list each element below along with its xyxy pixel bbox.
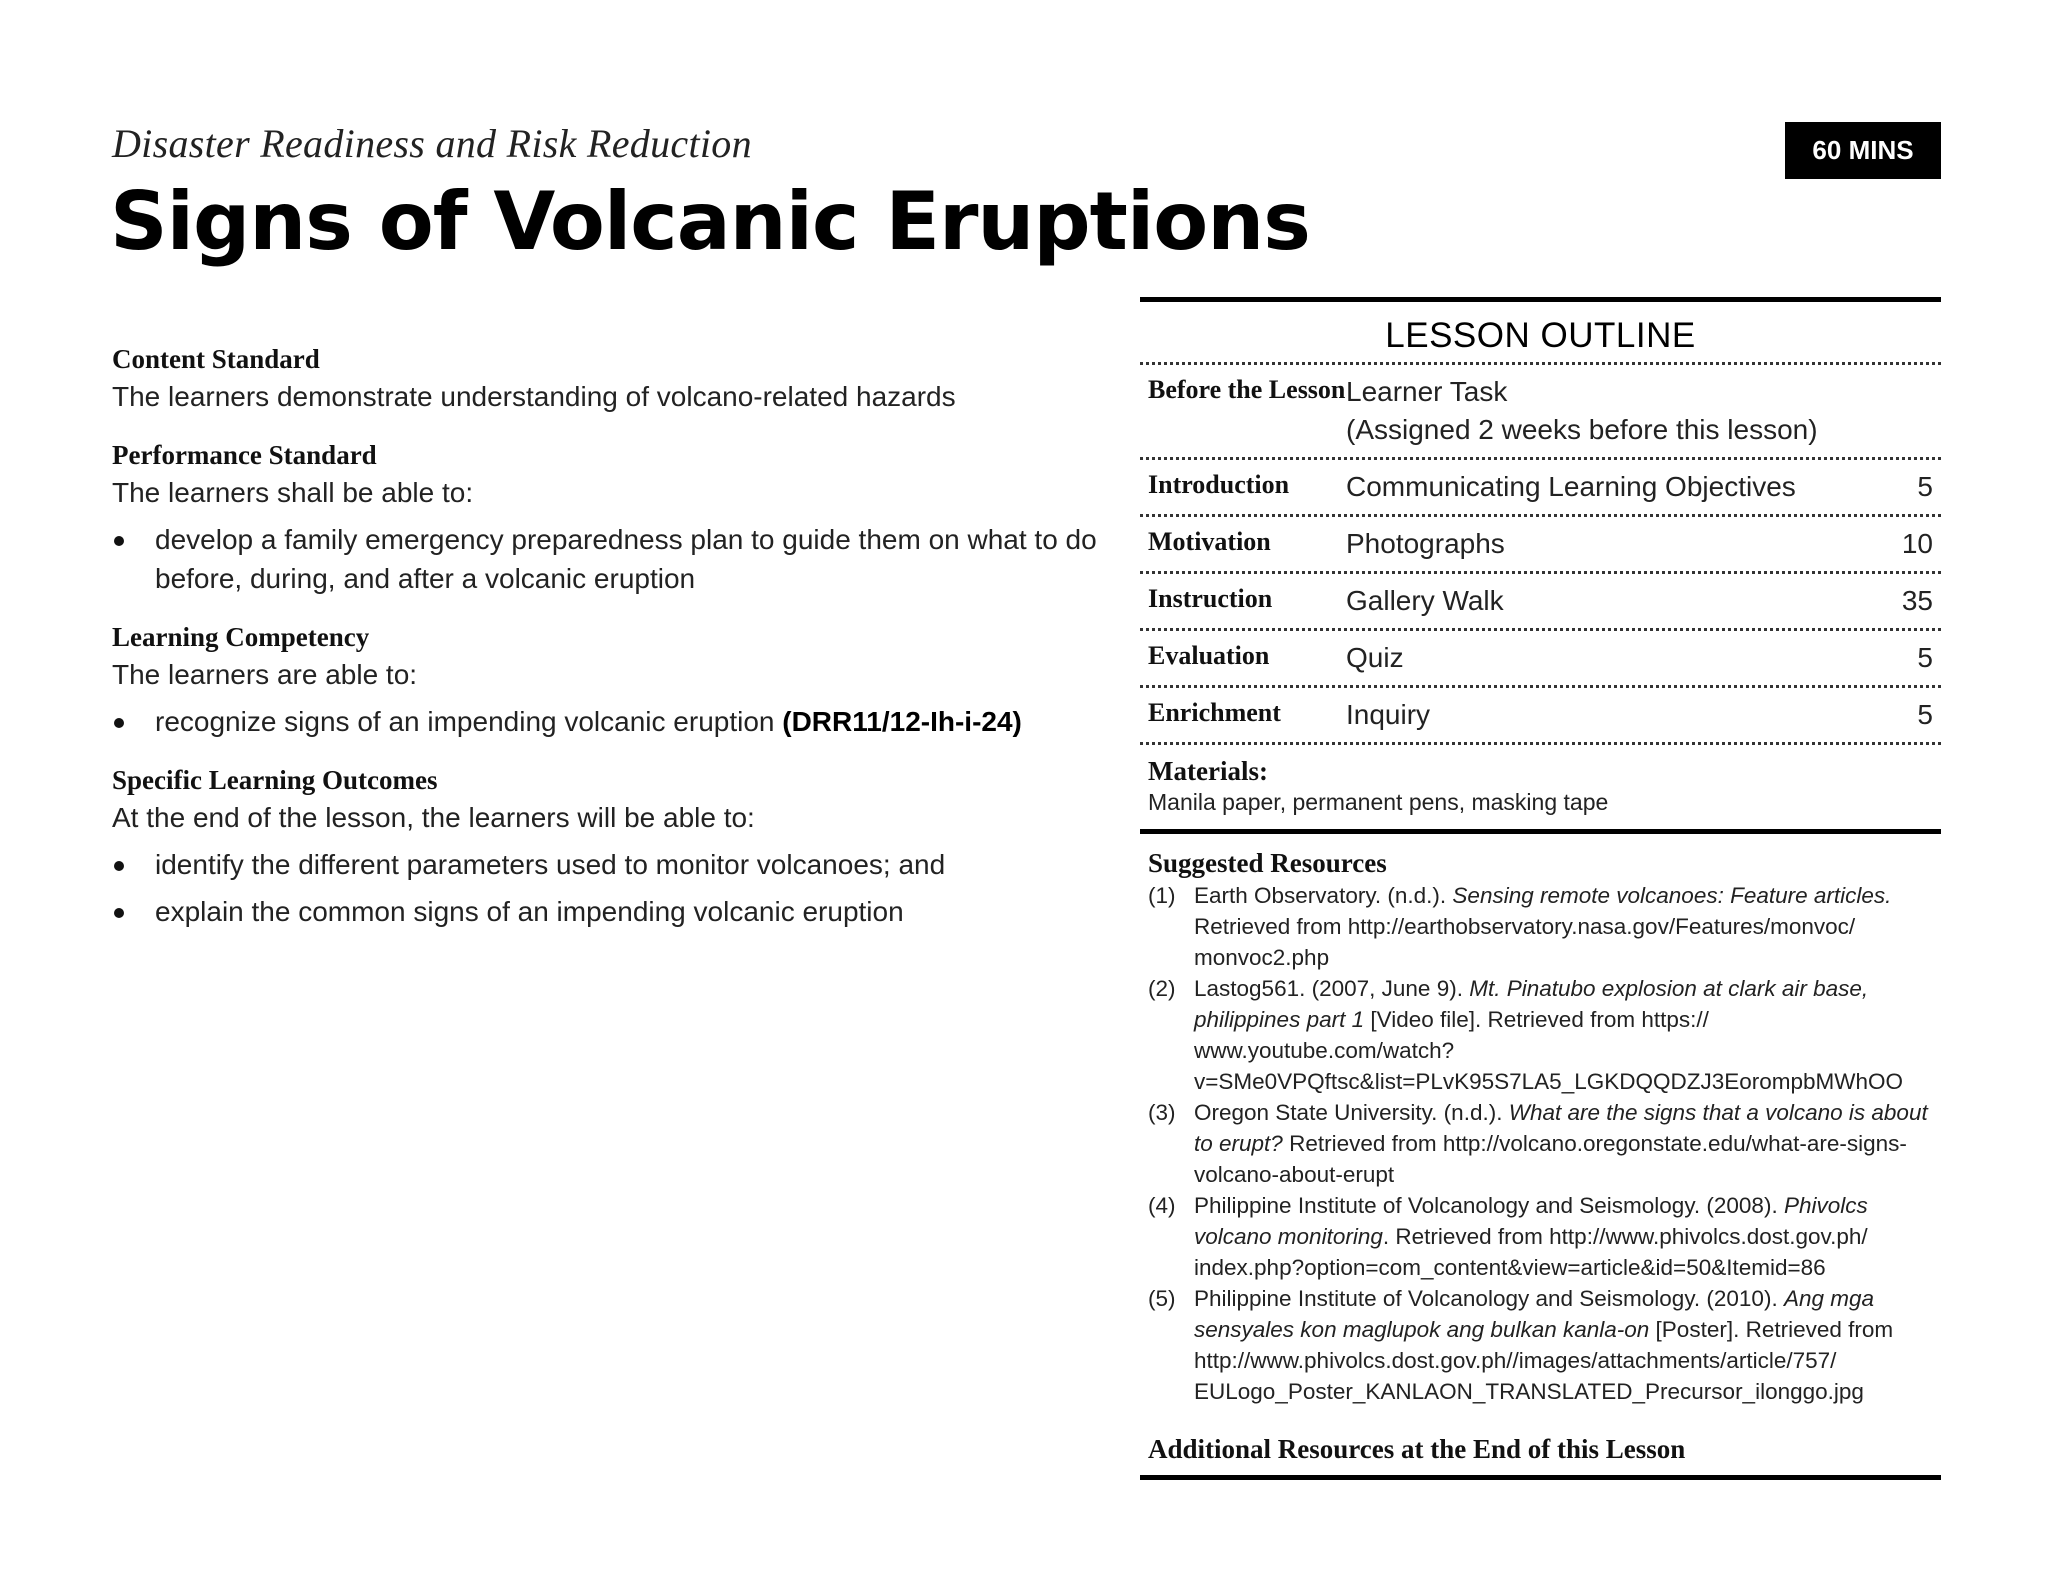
outline-row: [1140, 688, 1941, 742]
outline-activity: Communicating Learning Objectives: [1346, 471, 1796, 502]
outline-row: [1140, 574, 1941, 628]
reference-title: What are the signs that a volcano is about to erupt?: [1194, 1100, 1928, 1156]
reference-text: [1194, 973, 1933, 1097]
bullet-text: identify the different parameters used to monitor volcanoes; and: [155, 849, 946, 880]
performance-standard-heading: Performance Standard: [112, 440, 377, 470]
content-standard-heading: Content Standard: [112, 344, 320, 374]
outline-phase: Enrichment: [1148, 698, 1281, 727]
learning-competency: [112, 618, 1102, 741]
outline-phase: Before the Lesson: [1148, 375, 1346, 404]
reference-number: (1): [1148, 883, 1176, 908]
reference-source: [Video file]. Retrieved from https:// www.youtube.com/watch? v=SMe0VPQftsc&list=PLvK95S7LA5_LGKDQQDZJ3EorompbMWhOO: [1194, 1007, 1904, 1094]
outline-activity: Gallery Walk: [1346, 585, 1504, 616]
reference-text: [1194, 1190, 1933, 1283]
bullet-text: explain the common signs of an impending volcanic eruption: [155, 896, 904, 927]
outline-minutes: 5: [1917, 471, 1933, 502]
reference-number: (4): [1148, 1193, 1176, 1218]
learning-competency-heading: Learning Competency: [112, 622, 370, 652]
reference-list: [1148, 880, 1933, 1407]
suggested-resources-heading: Suggested Resources: [1148, 848, 1387, 878]
outline-row: [1140, 517, 1941, 571]
bullet-icon: [114, 536, 124, 546]
reference-item: [1148, 973, 1933, 1097]
competency-bullets: [112, 702, 1102, 741]
reference-title: Mt. Pinatubo explosion at clark air base, philippines part 1: [1194, 976, 1869, 1032]
reference-item: [1148, 880, 1933, 973]
standards-column: [112, 340, 1102, 951]
reference-text: [1194, 880, 1933, 973]
additional-resources-heading: Additional Resources at the End of this Lesson: [1148, 1434, 1686, 1464]
content-standard-text: The learners demonstrate understanding of volcano-related hazards: [112, 381, 956, 412]
outcomes-bullets: [112, 845, 1102, 931]
bullet-text: recognize signs of an impending volcanic eruption: [155, 706, 783, 737]
lesson-outline-heading: LESSON OUTLINE: [1385, 316, 1696, 355]
bullet-icon: [114, 861, 124, 871]
learning-outcomes-intro: At the end of the lesson, the learners will be able to:: [112, 802, 755, 833]
performance-bullets: [112, 520, 1102, 598]
reference-item: [1148, 1097, 1933, 1190]
reference-author: Lastog561. (2007, June 9).: [1194, 976, 1470, 1001]
reference-author: Philippine Institute of Volcanology and Seismology. (2010).: [1194, 1286, 1784, 1311]
outline-activity: [1346, 373, 1933, 449]
outline-row: [1140, 631, 1941, 685]
outline-minutes: 5: [1917, 642, 1933, 673]
learning-outcomes-heading: Specific Learning Outcomes: [112, 765, 438, 795]
reference-text: [1194, 1283, 1933, 1407]
list-item: [112, 520, 1102, 598]
duration-badge: 60 MINS: [1785, 122, 1941, 179]
subject-title: Disaster Readiness and Risk Reduction: [112, 121, 752, 166]
materials-text: Manila paper, permanent pens, masking tape: [1148, 789, 1609, 815]
outline-phase: Motivation: [1148, 527, 1271, 556]
lesson-outline-panel: [1140, 297, 1941, 1480]
reference-author: Earth Observatory. (n.d.).: [1194, 883, 1453, 908]
page-title: Signs of Volcanic Eruptions: [110, 175, 1310, 268]
reference-title: Sensing remote volcanoes: Feature articles.: [1452, 883, 1892, 908]
materials: [1140, 745, 1941, 829]
outline-minutes: 10: [1901, 528, 1933, 559]
outline-minutes: 5: [1917, 699, 1933, 730]
suggested-resources: [1140, 834, 1941, 1407]
performance-standard: [112, 436, 1102, 598]
bullet-icon: [114, 718, 124, 728]
reference-source: [Poster]. Retrieved from http://www.phivolcs.dost.gov.ph//images/attachments/article/757/ EULogo_Poster_KANLAON_TRANSLATED_Precursor_ilonggo.jpg: [1194, 1317, 1894, 1404]
outline-activity: Photographs: [1346, 528, 1505, 559]
outline-row: [1140, 460, 1941, 514]
outline-activity: Inquiry: [1346, 699, 1431, 730]
materials-heading: Materials:: [1148, 756, 1268, 786]
content-standard: [112, 340, 1102, 416]
outline-activity: Quiz: [1346, 642, 1404, 673]
outline-phase: Evaluation: [1148, 641, 1270, 670]
outline-row-before: [1140, 365, 1941, 457]
list-item: [112, 845, 1102, 884]
outline-phase: Instruction: [1148, 584, 1273, 613]
reference-title: Phivolcs volcano monitoring: [1194, 1193, 1868, 1249]
list-item: [112, 702, 1102, 741]
learning-outcomes: [112, 761, 1102, 931]
reference-number: (2): [1148, 976, 1176, 1001]
reference-item: [1148, 1283, 1933, 1407]
divider: [1140, 1475, 1941, 1480]
competency-code: (DRR11/12-Ih-i-24): [782, 706, 1022, 737]
list-item: [112, 892, 1102, 931]
bullet-text: develop a family emergency preparedness plan to guide them on what to do before, during, and after a volcanic eruption: [155, 524, 1097, 594]
outline-phase: Introduction: [1148, 470, 1290, 499]
reference-author: Oregon State University. (n.d.).: [1194, 1100, 1509, 1125]
reference-source: Retrieved from http://volcano.oregonstate.edu/what-are-signs-volcano-about-erupt: [1194, 1131, 1907, 1187]
bullet-icon: [114, 908, 124, 918]
outline-activity-note: (Assigned 2 weeks before this lesson): [1346, 414, 1818, 445]
reference-item: [1148, 1190, 1933, 1283]
reference-author: Philippine Institute of Volcanology and Seismology. (2008).: [1194, 1193, 1784, 1218]
learning-competency-intro: The learners are able to:: [112, 659, 418, 690]
reference-source: . Retrieved from http://www.phivolcs.dost.gov.ph/ index.php?option=com_content&view=article&id=50&Itemid=86: [1194, 1224, 1868, 1280]
outline-activity-line: Learner Task: [1346, 376, 1508, 407]
reference-number: (5): [1148, 1286, 1176, 1311]
reference-title: Ang mga sensyales kon maglupok ang bulkan kanla-on: [1194, 1286, 1875, 1342]
divider: [1140, 297, 1941, 302]
performance-standard-intro: The learners shall be able to:: [112, 477, 474, 508]
outline-minutes: 35: [1901, 585, 1933, 616]
reference-source: Retrieved from http://earthobservatory.nasa.gov/Features/monvoc/ monvoc2.php: [1194, 914, 1856, 970]
reference-number: (3): [1148, 1100, 1176, 1125]
reference-text: [1194, 1097, 1933, 1190]
